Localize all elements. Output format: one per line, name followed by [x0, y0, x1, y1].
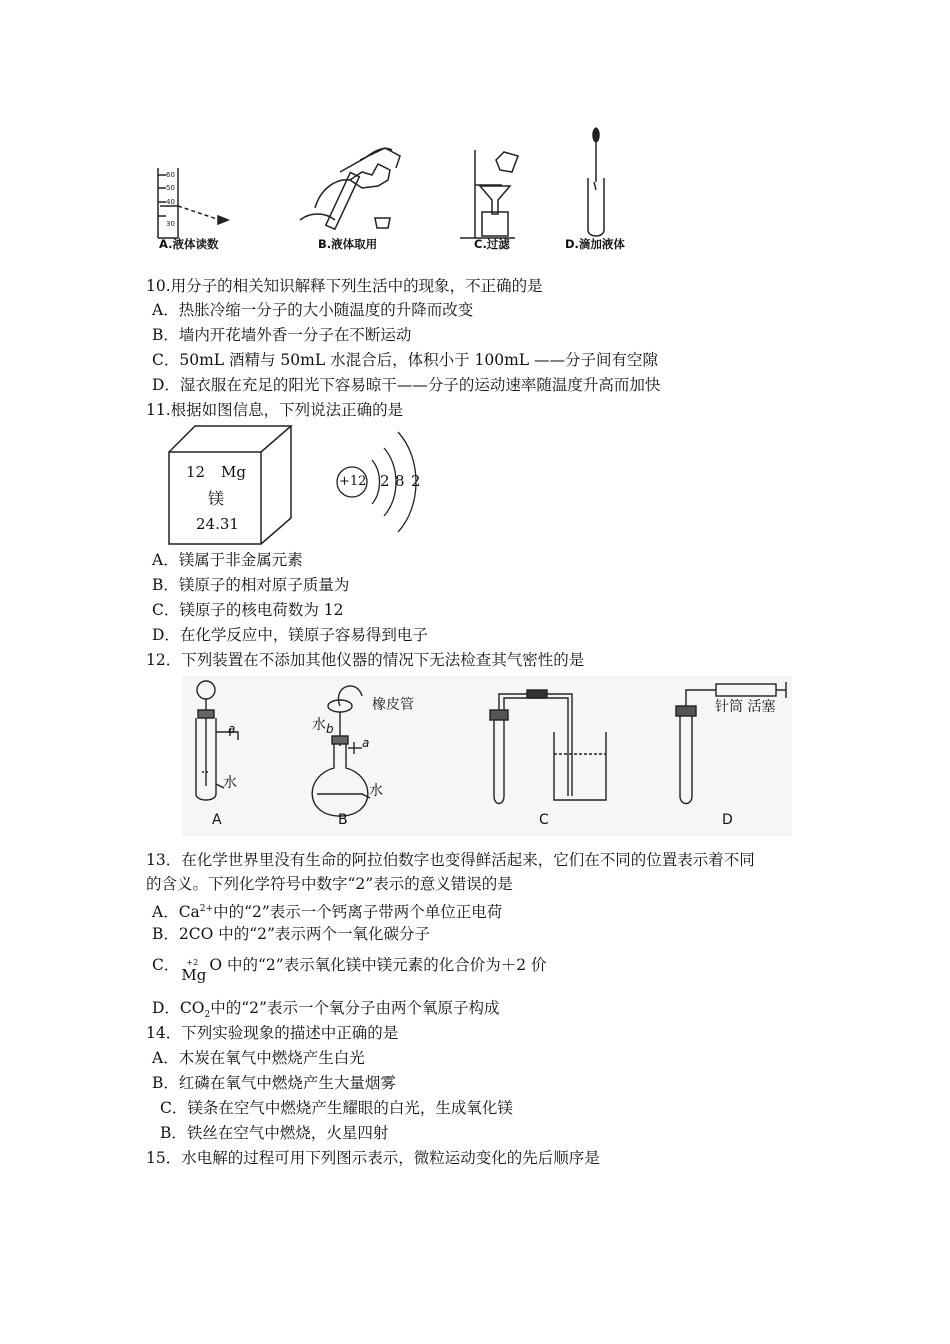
q10-option-a: A．热胀冷缩一分子的大小随温度的升降而改变: [152, 301, 474, 319]
q11-option-a: A．镁属于非金属元素: [152, 551, 303, 569]
label-dropping-liquid: D.滴加液体: [565, 237, 625, 251]
q13-option-d-text: 中的“2”表示一个氧分子由两个氧原子构成: [210, 999, 500, 1017]
label-water-b: 水: [312, 717, 326, 733]
q13-option-d: [152, 998, 499, 1025]
tick-50: 50: [166, 184, 175, 192]
co2-subscript: 2: [204, 1010, 211, 1021]
label-apparatus-a: A: [212, 812, 222, 828]
q10-stem: 10.用分子的相关知识解释下列生活中的现象，不正确的是: [146, 277, 543, 295]
filtration-drawing: [460, 150, 518, 238]
shell-2-electrons: 8: [395, 472, 405, 490]
q13-option-b: B．2CO 中的“2”表示两个一氧化碳分子: [152, 925, 430, 943]
label-valve-a: a: [228, 722, 236, 736]
dropper-drawing: [588, 128, 604, 236]
label-rubber-tube: 橡皮管: [372, 697, 414, 713]
q10-option-c: C．50mL 酒精与 50mL 水混合后，体积小于 100mL ——分子间有空隙: [152, 351, 658, 369]
q13-option-c: [152, 955, 547, 984]
q11-stem: 11.根据如图信息，下列说法正确的是: [146, 401, 404, 419]
nucleus-charge: +12: [339, 474, 367, 489]
label-apparatus-c: C: [539, 812, 549, 828]
q13-option-c-prefix: C．: [152, 956, 180, 974]
label-valve-b: b: [326, 722, 334, 736]
label-apparatus-b: B: [338, 812, 348, 828]
label-filtration: C.过滤: [474, 237, 510, 251]
q14-option-c: C．镁条在空气中燃烧产生耀眼的白光，生成氧化镁: [160, 1099, 513, 1117]
label-apparatus-d: D: [722, 812, 733, 828]
q13-option-a-text: 中的“2”表示一个钙离子带两个单位正电荷: [213, 903, 503, 922]
q14-option-a: A．木炭在氧气中燃烧产生白光: [152, 1049, 365, 1067]
q14-option-d: B．铁丝在空气中燃烧，火星四射: [160, 1124, 389, 1142]
tick-60: 60: [166, 171, 175, 179]
q11-option-d: D．在化学反应中，镁原子容易得到电子: [152, 626, 428, 644]
label-liquid-taking: B.液体取用: [318, 237, 378, 251]
tick-30: 30: [166, 220, 175, 228]
q13-option-c-text: O 中的“2”表示氧化镁中镁元素的化合价为＋2 价: [209, 956, 547, 974]
shell-3-electrons: 2: [411, 472, 421, 490]
mg-valence: +2: [186, 958, 199, 967]
q13-option-a: [152, 899, 502, 922]
q10-option-d: D．湿衣服在充足的阳光下容易晾干——分子的运动速率随温度升高而加快: [152, 376, 661, 394]
shell-1-electrons: 2: [380, 472, 390, 490]
q11-option-c: C．镁原子的核电荷数为 12: [152, 601, 344, 619]
element-number: 12: [186, 463, 206, 481]
mg-valence-stack: [179, 955, 209, 984]
q13-stem-line2: 的含义。下列化学符号中数字“2”表示的意义错误的是: [146, 875, 513, 893]
element-symbol: Mg: [221, 463, 246, 481]
label-valve-a-b: a: [362, 736, 370, 750]
q12-stem: 12．下列装置在不添加其他仪器的情况下无法检查其气密性的是: [146, 651, 585, 669]
airtightness-apparatus-figure: [182, 676, 792, 836]
element-name: 镁: [208, 489, 225, 508]
q13-option-d-prefix: D．CO: [152, 999, 205, 1017]
label-liquid-reading: A.液体读数: [159, 237, 219, 251]
calcium-ion-charge: 2+: [199, 904, 214, 914]
element-mass: 24.31: [196, 515, 239, 533]
q15-stem: 15．水电解的过程可用下列图示表示，微粒运动变化的先后顺序是: [146, 1149, 600, 1167]
mg-symbol: Mg: [181, 966, 207, 984]
tick-40: 40: [166, 198, 175, 206]
label-water-b2: 水: [369, 783, 383, 799]
q14-option-b: B．红磷在氧气中燃烧产生大量烟雾: [152, 1074, 396, 1092]
q10-option-b: B．墙内开花墙外香一分子在不断运动: [152, 326, 412, 344]
q14-stem: 14．下列实验现象的描述中正确的是: [146, 1024, 399, 1042]
label-water-a: 水: [223, 775, 237, 791]
label-syringe-piston: 针筒 活塞: [715, 699, 776, 715]
liquid-pouring-drawing: [300, 148, 400, 229]
q11-option-b: B．镁原子的相对原子质量为: [152, 576, 350, 594]
q13-stem-line1: 13．在化学世界里没有生命的阿拉伯数字也变得鲜活起来，它们在不同的位置表示着不同: [146, 851, 755, 869]
q13-option-a-prefix: A．Ca: [152, 903, 200, 922]
